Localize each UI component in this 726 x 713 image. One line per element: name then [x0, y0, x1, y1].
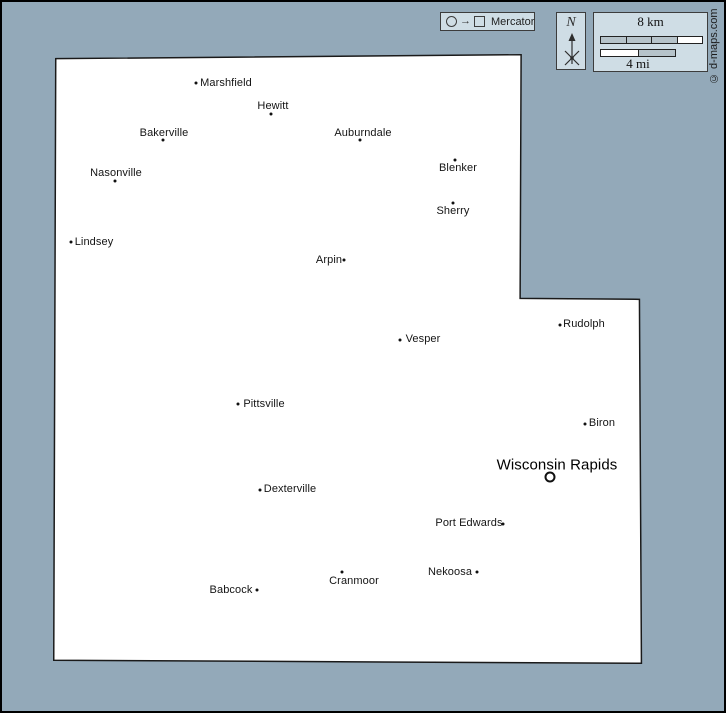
- city-dot: [237, 403, 240, 406]
- city-label: Hewitt: [257, 100, 289, 112]
- city-label: Bakerville: [139, 127, 189, 139]
- globe-circle-icon: [446, 16, 457, 27]
- city-label: Nekoosa: [427, 566, 473, 578]
- city-label: Wisconsin Rapids: [496, 456, 618, 474]
- scale-km-label: 8 km: [637, 14, 664, 29]
- cities-layer: [2, 2, 724, 711]
- city-label: Port Edwards: [435, 517, 503, 529]
- city-label: Blenker: [439, 162, 477, 174]
- city-dot: [256, 589, 259, 592]
- city-label: Lindsey: [74, 236, 114, 248]
- city-dot: [399, 339, 402, 342]
- compass-rose-icon: [557, 30, 587, 68]
- city-label: Marshfield: [200, 77, 252, 89]
- city-label: Dexterville: [263, 483, 317, 495]
- scale-mi-label: 4 mi: [626, 56, 650, 71]
- city-dot: [343, 259, 346, 262]
- city-dot: [195, 82, 198, 85]
- city-dot: [584, 423, 587, 426]
- projection-label: Mercator: [491, 15, 535, 28]
- copyright-credit: © d-maps.com: [708, 8, 720, 84]
- city-label: Rudolph: [563, 318, 605, 330]
- city-label: Cranmoor: [329, 575, 379, 587]
- city-dot: [270, 113, 273, 116]
- north-label: N: [566, 15, 576, 30]
- arrow-right-icon: →: [460, 15, 471, 27]
- city-label: Biron: [588, 417, 616, 429]
- city-label: Sherry: [436, 205, 470, 217]
- scale-segment: [677, 37, 703, 43]
- scale-bar-km: [600, 36, 703, 44]
- city-dot: [341, 571, 344, 574]
- city-dot: [114, 180, 117, 183]
- city-label: Pittsville: [243, 398, 285, 410]
- city-dot: [559, 324, 562, 327]
- projection-badge: [440, 12, 535, 31]
- city-label: Nasonville: [90, 167, 142, 179]
- scale-segment: [651, 37, 677, 43]
- city-label: Babcock: [209, 584, 253, 596]
- scale-segment: [601, 37, 626, 43]
- city-dot: [476, 571, 479, 574]
- city-label: Auburndale: [334, 127, 392, 139]
- compass-panel: [556, 12, 586, 70]
- scale-segment: [626, 37, 652, 43]
- city-label: Arpin: [315, 254, 343, 266]
- city-dot: [70, 241, 73, 244]
- flat-map-square-icon: [474, 16, 485, 27]
- city-label: Vesper: [405, 333, 441, 345]
- scale-panel: [593, 12, 708, 72]
- city-dot: [259, 489, 262, 492]
